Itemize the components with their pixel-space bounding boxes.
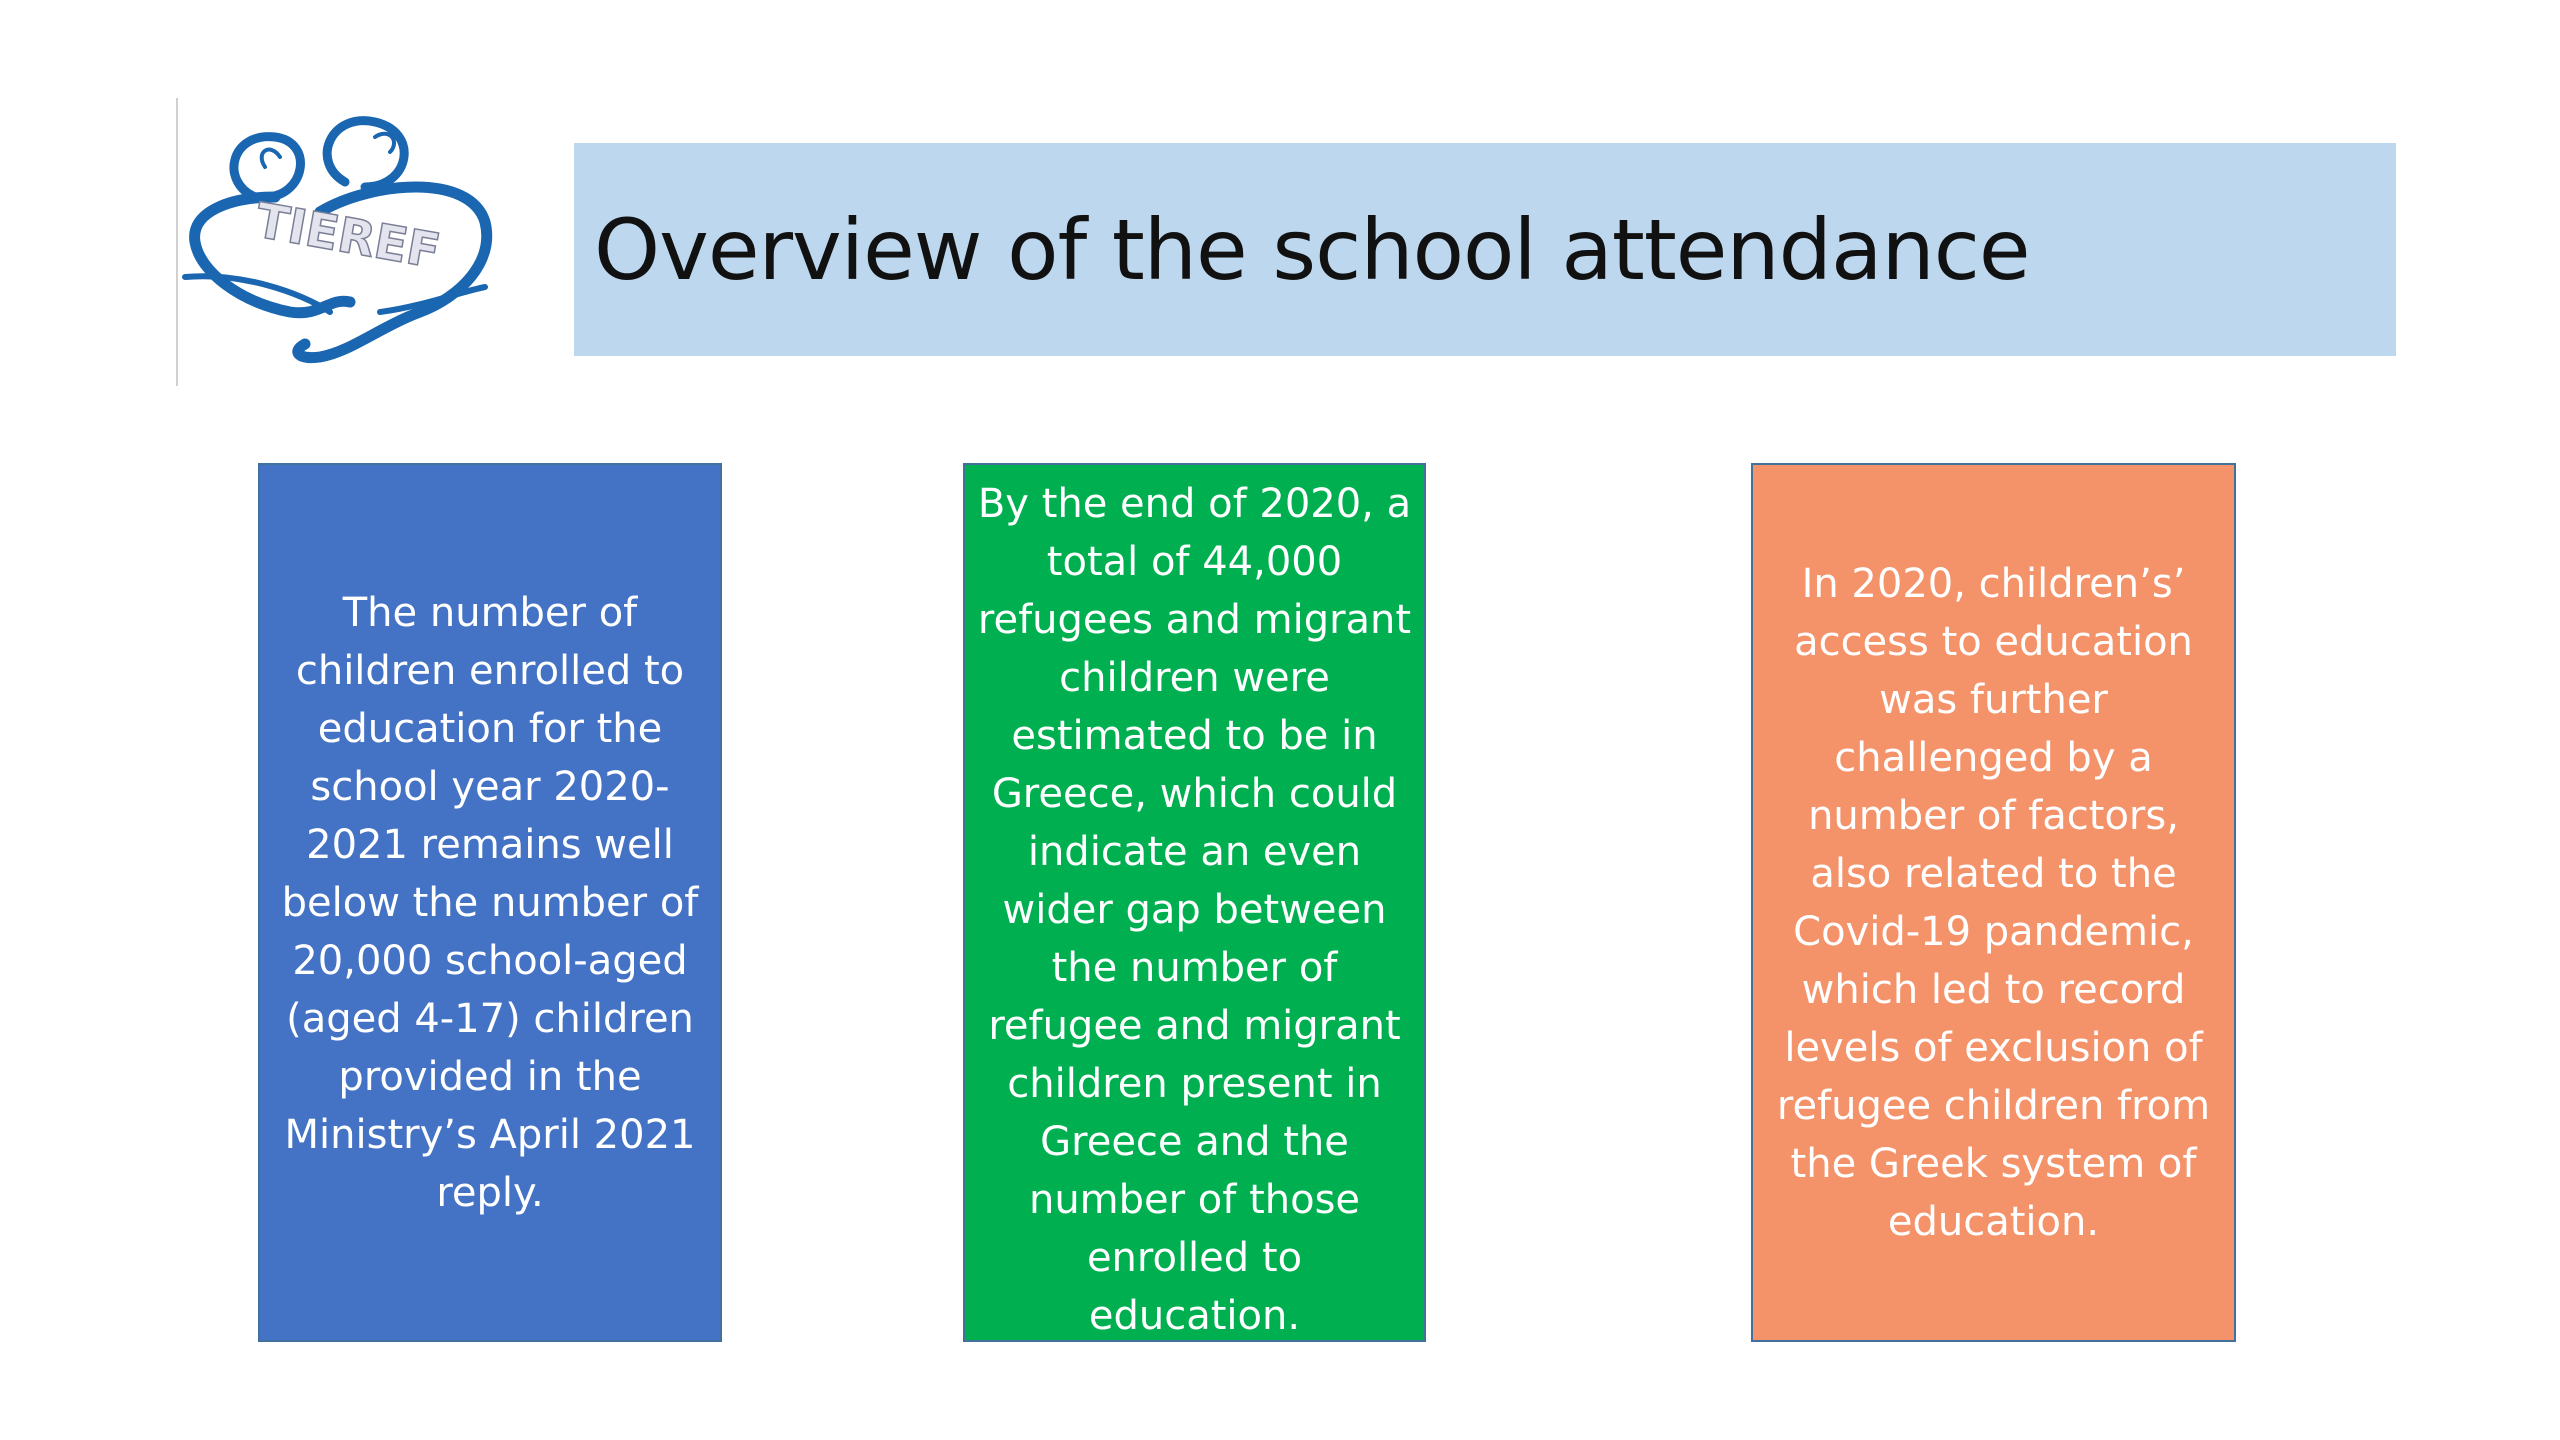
card-text-line: education for the <box>317 705 663 752</box>
card-text-line: total of 44,000 <box>1046 539 1343 585</box>
card-text-line: refugees and migrant <box>977 597 1412 643</box>
card-text-line: reply. <box>436 1169 544 1216</box>
card-text-line: below the number of <box>281 879 699 926</box>
card-text-line: which led to record <box>1801 966 2186 1013</box>
card-text-line: was further <box>1879 676 2108 723</box>
card-text-line: children were <box>1059 655 1330 701</box>
card-text-line: children enrolled to <box>295 647 685 694</box>
card-text-line: number of those <box>1028 1177 1361 1223</box>
card-text-line: education. <box>1887 1198 2100 1245</box>
page-title: Overview of the school attendance <box>594 200 2030 299</box>
refugee-total-card <box>963 463 1426 1342</box>
card-text-line: provided in the <box>338 1053 642 1100</box>
card-text-line: also related to the <box>1810 850 2177 897</box>
card-text-line: (aged 4-17) children <box>286 995 694 1042</box>
card-text-line: access to education <box>1794 618 2193 665</box>
card-text-line: enrolled to <box>1086 1235 1303 1281</box>
card-text-line: Covid-19 pandemic, <box>1793 908 2194 955</box>
card-text-line: In 2020, children’s’ <box>1801 560 2186 607</box>
card-text-line: By the end of 2020, a <box>977 481 1412 527</box>
card-text-line: children present in <box>1007 1061 1382 1107</box>
card-text-line: Ministry’s April 2021 <box>284 1111 696 1158</box>
card-text-line: estimated to be in <box>1011 713 1378 759</box>
card-text-line: indicate an even <box>1027 829 1362 875</box>
card-text-line: education. <box>1088 1293 1301 1339</box>
card-text-line: the number of <box>1051 945 1338 991</box>
enrollment-card <box>258 463 722 1342</box>
card-text-line: challenged by a <box>1834 734 2153 781</box>
card-text-line: Greece, which could <box>991 771 1398 817</box>
logo-divider <box>176 98 178 386</box>
card-text-line: refugee and migrant <box>988 1003 1401 1049</box>
card-text-line: refugee children from <box>1776 1082 2211 1129</box>
card-text-line: 20,000 school-aged <box>292 937 688 984</box>
covid-challenges-card <box>1751 463 2236 1342</box>
card-text-line: the Greek system of <box>1790 1140 2197 1187</box>
card-text-line: 2021 remains well <box>306 821 674 868</box>
tieref-logo <box>180 112 510 372</box>
svg-text:TIEREF: TIEREF <box>251 192 445 280</box>
title-banner <box>574 143 2396 356</box>
card-text-line: number of factors, <box>1808 792 2179 839</box>
card-text-line: school year 2020- <box>310 763 670 810</box>
card-text-line: wider gap between <box>1002 887 1387 933</box>
card-text-line: The number of <box>342 589 638 636</box>
card-text-line: levels of exclusion of <box>1784 1024 2203 1071</box>
card-text-line: Greece and the <box>1040 1119 1349 1165</box>
